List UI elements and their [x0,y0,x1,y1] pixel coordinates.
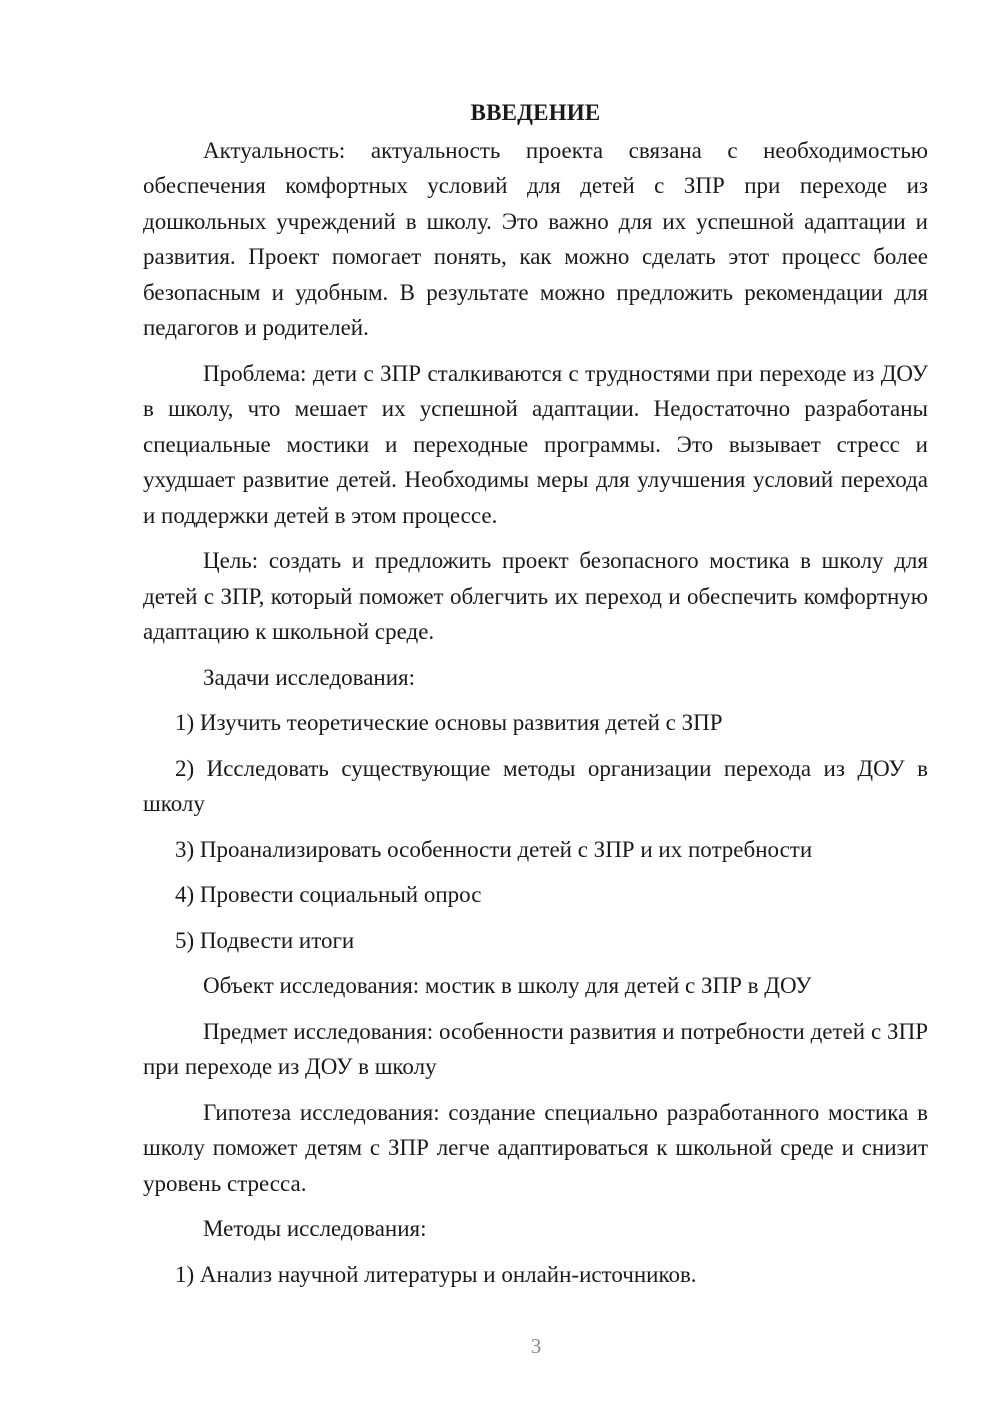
paragraph-object: Объект исследования: мостик в школу для детей с ЗПР в ДОУ [203,973,812,998]
paragraph-hypothesis: Гипотеза исследования: создание специально разработанного мостика в школу поможет детям с ЗПР легче адаптироваться к школьной среде и снизит уровень стресса. [143,1099,928,1196]
section-heading: ВВЕДЕНИЕ [470,100,601,125]
task-item-1: 1) Изучить теоретические основы развития детей с ЗПР [175,710,723,735]
paragraph-subject: Предмет исследования: особенности развития и потребности детей с ЗПР при переходе из ДОУ в школу [143,1018,928,1079]
method-item-1: 1) Анализ научной литературы и онлайн-источников. [175,1261,697,1287]
task-item-3: 3) Проанализировать особенности детей с ЗПР и их потребности [175,836,813,862]
page-number: 3 [530,1334,542,1358]
paragraph-problem: Проблема: дети с ЗПР сталкиваются с трудностями при переходе из ДОУ в школу, что мешает их успешной адаптации. Недостаточно разработаны специальные мостики и переходные программы. Это вызывает стресс и ухудшает развитие детей. Необходимы меры для улучшения условий перехода и поддержки детей в этом процессе. [143,360,928,528]
task-item-5: 5) Подвести итоги [175,927,355,953]
paragraph-relevance: Актуальность: актуальность проекта связана с необходимостью обеспечения комфортных условий для детей с ЗПР при переходе из дошкольных учреждений в школу. Это важно для их успешной адаптации и развития. Проект помогает понять, как можно сделать этот процесс более безопасным и удобным. В результате можно предложить рекомендации для педагогов и родителей. [143,137,928,340]
methods-title: Методы исследования: [203,1216,427,1241]
task-item-4: 4) Провести социальный опрос [175,882,482,907]
task-item-2: 2) Исследовать существующие методы организации перехода из ДОУ в школу [143,755,928,816]
tasks-title: Задачи исследования: [203,664,416,690]
paragraph-goal: Цель: создать и предложить проект безопасного мостика в школу для детей с ЗПР, который поможет облегчить их переход и обеспечить комфортную адаптацию к школьной среде. [143,548,928,644]
page-content [143,95,928,1302]
